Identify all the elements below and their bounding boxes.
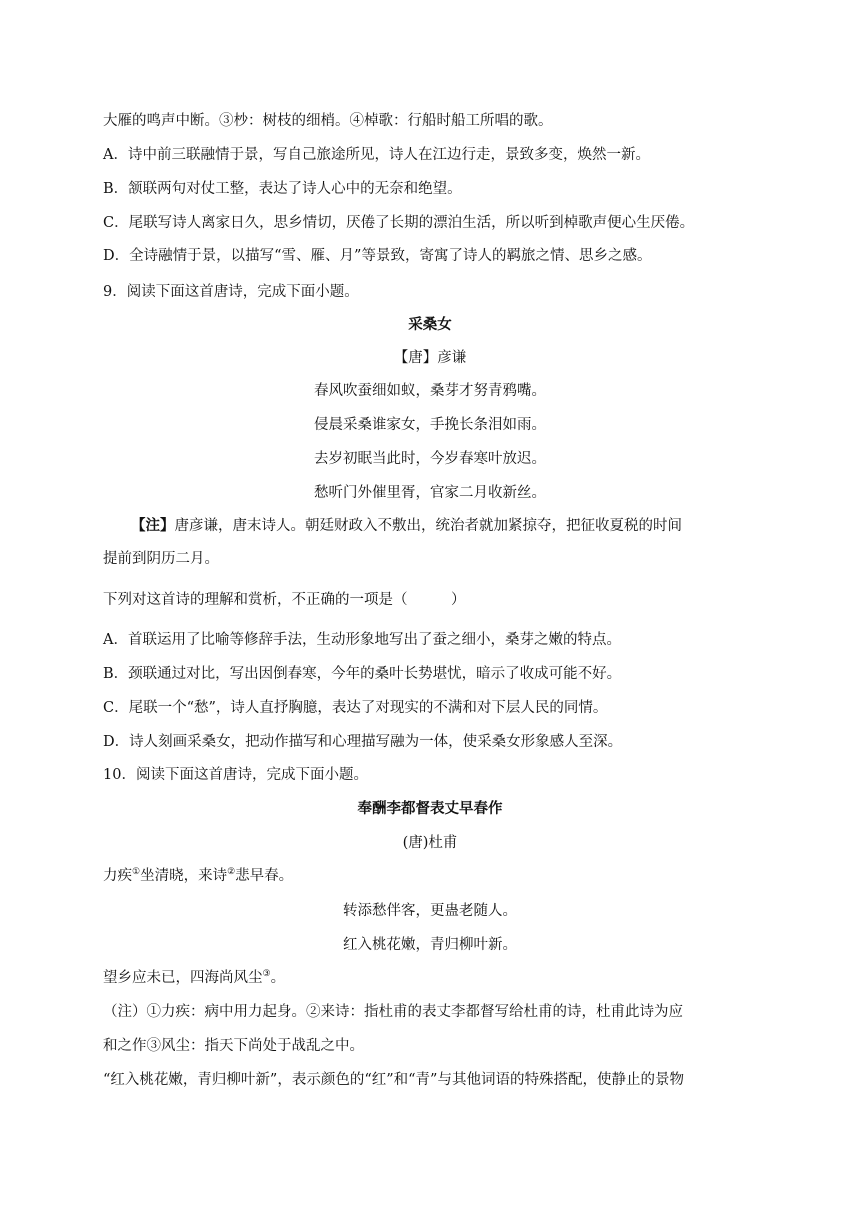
q10-line1-part-c: 悲早春。 [235, 868, 294, 884]
q10-poem-title: 奉酬李都督表丈早春作 [357, 800, 503, 817]
q9-poem-line-3: 去岁初眠当此时，今岁春寒叶放迟。 [314, 451, 546, 467]
q9-poem-line-4: 愁听门外催里胥，官家二月收新丝。 [314, 485, 546, 501]
q10-question-start: “红入桃花嫩，青归柳叶新”，表示颜色的“红”和“青”与其他词语的特殊搭配，使静止的景物 [103, 1072, 684, 1088]
q9-option-c: C．尾联一个“愁”，诗人直抒胸臆，表达了对现实的不满和对下层人民的同情。 [103, 700, 608, 716]
q10-line1-part-a: 力疾 [103, 868, 132, 884]
q10-line1-part-b: 坐清晓，来诗 [140, 868, 228, 884]
q9-poem-title: 采桑女 [408, 316, 452, 333]
q8-option-a: A．诗中前三联融情于景，写自己旅途所见，诗人在江边行走，景致多变，焕然一新。 [103, 147, 650, 163]
q9-note-line-1 [131, 516, 682, 536]
q10-line4-part-a: 望乡应未已，四海尚风尘 [103, 970, 263, 986]
q9-poem-author: 【唐】彦谦 [393, 350, 467, 366]
q9-option-a: A．首联运用了比喻等修辞手法，生动形象地写出了蚕之细小，桑芽之嫩的特点。 [103, 632, 621, 648]
q10-footnote-marker-3: ③ [262, 969, 271, 980]
q10-line4-part-b: 。 [270, 970, 286, 986]
q10-footnote-marker-2: ② [227, 867, 236, 878]
q8-note-tail: 大雁的鸣声中断。③杪：树枝的细梢。④棹歌：行船时船工所唱的歌。 [103, 113, 553, 129]
q9-poem-line-1: 春风吹蚕细如蚁，桑芽才努青鸦嘴。 [314, 383, 546, 399]
q8-option-c: C．尾联写诗人离家日久，思乡情切，厌倦了长期的漂泊生活，所以听到棹歌声便心生厌倦。 [103, 215, 695, 231]
q8-option-d: D．全诗融情于景，以描写“雪、雁、月”等景致，寄寓了诗人的羁旅之情、思乡之感。 [103, 248, 652, 264]
q9-option-b: B．颈联通过对比，写出因倒春寒，今年的桑叶长势堪忧，暗示了收成可能不好。 [103, 666, 622, 682]
q10-poem-line-1 [103, 866, 293, 886]
q9-note-text: 唐彦谦，唐末诗人。朝廷财政入不敷出，统治者就加紧掠夺，把征收夏税的时间 [174, 518, 682, 534]
q10-intro: 10．阅读下面这首唐诗，完成下面小题。 [103, 767, 368, 783]
q10-poem-line-4 [103, 968, 285, 988]
q9-intro: 9．阅读下面这首唐诗，完成下面小题。 [103, 284, 359, 300]
q10-footnote-marker-1: ① [132, 867, 141, 878]
q10-note-line-2: 和之作③风尘：指天下尚处于战乱之中。 [103, 1038, 364, 1054]
q9-poem-line-2: 侵晨采桑谁家女，手挽长条泪如雨。 [314, 417, 546, 433]
q10-poem-line-3: 红入桃花嫩，青归柳叶新。 [343, 937, 517, 953]
q9-option-d: D．诗人刻画采桑女，把动作描写和心理描写融为一体，使采桑女形象感人至深。 [103, 734, 623, 750]
q8-option-b: B．颔联两句对仗工整，表达了诗人心中的无奈和绝望。 [103, 181, 462, 197]
q9-note-line-2: 提前到阴历二月。 [103, 551, 219, 567]
q9-note-label: 【注】 [131, 517, 175, 534]
q10-poem-author: (唐)杜甫 [402, 835, 458, 851]
q10-note-line-1: （注）①力疾：病中用力起身。②来诗：指杜甫的表丈李都督写给杜甫的诗，杜甫此诗为应 [103, 1004, 683, 1020]
q9-question: 下列对这首诗的理解和赏析，不正确的一项是（ ） [103, 592, 466, 608]
q10-poem-line-2: 转添愁伴客，更蛊老随人。 [343, 903, 517, 919]
